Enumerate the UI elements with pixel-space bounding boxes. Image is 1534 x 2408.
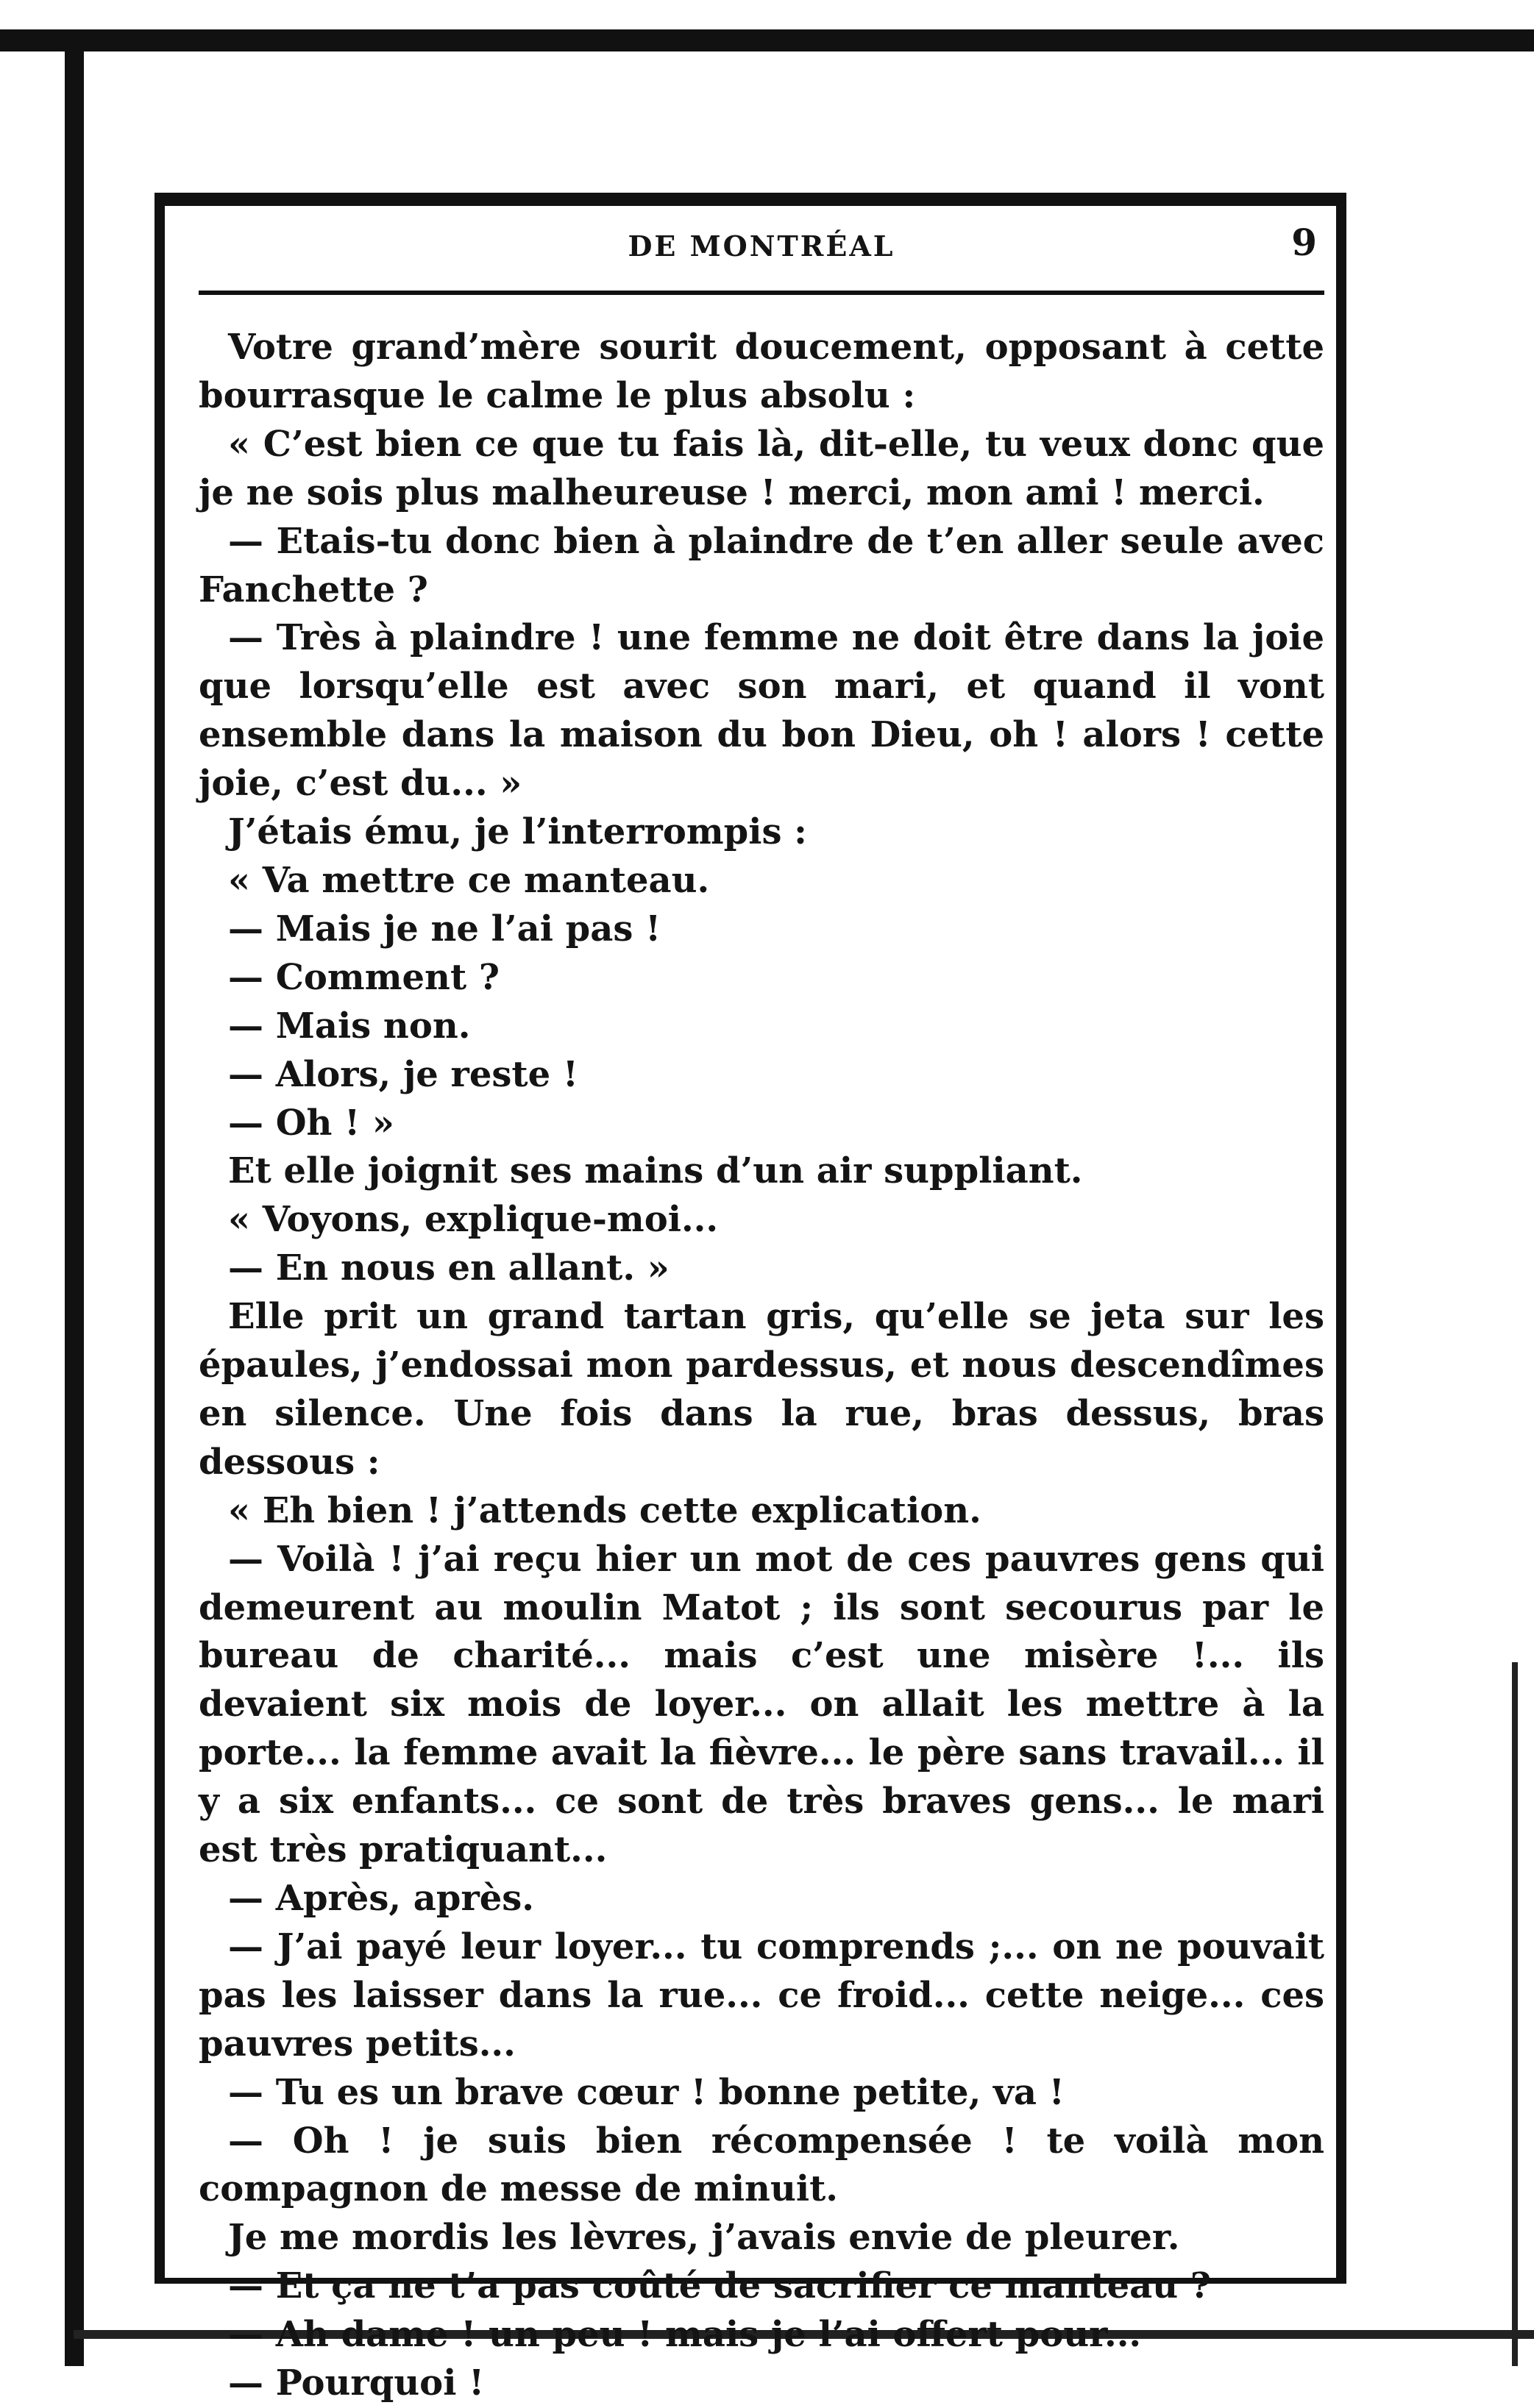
paragraph: — Ah dame ! un peu ! mais je l’ai offert pour...: [228, 2314, 1142, 2356]
scan-edge-left: [65, 29, 84, 2366]
paragraph: — Oh ! »: [228, 1102, 394, 1144]
paragraph: « C’est bien ce que tu fais là, dit-elle, tu veux donc que je ne sois plus malheureuse ! merci, mon ami ! merci.: [199, 423, 1324, 513]
paragraph: Et elle joignit ses mains d’un air suppliant.: [228, 1150, 1083, 1192]
paragraph: — Pourquoi !: [228, 2362, 485, 2404]
paragraph: Je me mordis les lèvres, j’avais envie de pleurer.: [228, 2217, 1180, 2259]
running-title: DE MONTRÉAL: [628, 229, 895, 263]
paragraph: — Voilà ! j’ai reçu hier un mot de ces pauvres gens qui demeurent au moulin Matot ; ils sont secourus par le bureau de charité... mais c’est une misère !... ils devaient six mois de loyer... on allait les mettre à la porte... la femme avait la fièvre... le père sans travail... il y a six enfants... ce sont de très braves gens... le mari est très pratiquant...: [199, 1538, 1324, 1871]
paragraph: — Tu es un brave cœur ! bonne petite, va !: [228, 2071, 1065, 2113]
page-header: [199, 215, 1324, 274]
paragraph: — Comment ?: [228, 956, 500, 998]
paragraph: « Va mettre ce manteau.: [228, 859, 710, 901]
paragraph: — Alors, je reste !: [228, 1053, 578, 1095]
header-rule: [199, 291, 1324, 295]
paragraph: — Etais-tu donc bien à plaindre de t’en aller seule avec Fanchette ?: [199, 520, 1324, 610]
paragraph: « Eh bien ! j’attends cette explication.: [228, 1489, 981, 1531]
paragraph: J’étais ému, je l’interrompis :: [228, 811, 807, 853]
paragraph: — Mais je ne l’ai pas !: [228, 908, 661, 950]
paragraph: — Après, après.: [228, 1878, 535, 1919]
paragraph: Votre grand’mère sourit doucement, opposant à cette bourrasque le calme le plus absolu :: [199, 327, 1324, 416]
page-number: 9: [1291, 221, 1317, 264]
scan-edge-right: [1512, 1662, 1518, 2366]
paragraph: — Et ça ne t’a pas coûté de sacrifier ce manteau ?: [228, 2265, 1211, 2307]
paragraph: — Très à plaindre ! une femme ne doit être dans la joie que lorsqu’elle est avec son mari, et quand il vont ensemble dans la maison du bon Dieu, oh ! alors ! cette joie, c’est du... »: [199, 617, 1324, 805]
paragraph: Elle prit un grand tartan gris, qu’elle se jeta sur les épaules, j’endossai mon pardessus, et nous descendîmes en silence. Une fois dans la rue, bras dessus, bras dessous :: [199, 1296, 1324, 1483]
paragraph: — En nous en allant. »: [228, 1247, 670, 1289]
paragraph: « Voyons, explique-moi...: [228, 1199, 719, 1241]
paragraph: — Mais non.: [228, 1005, 471, 1047]
paragraph: — J’ai payé leur loyer... tu comprends ;... on ne pouvait pas les laisser dans la rue... ce froid... cette neige... ces pauvres petits...: [199, 1926, 1324, 2065]
paragraph: — Oh ! je suis bien récompensée ! te voilà mon compagnon de messe de minuit.: [199, 2120, 1324, 2210]
scan-edge-top: [0, 29, 1534, 51]
body-text: [199, 324, 1324, 2408]
